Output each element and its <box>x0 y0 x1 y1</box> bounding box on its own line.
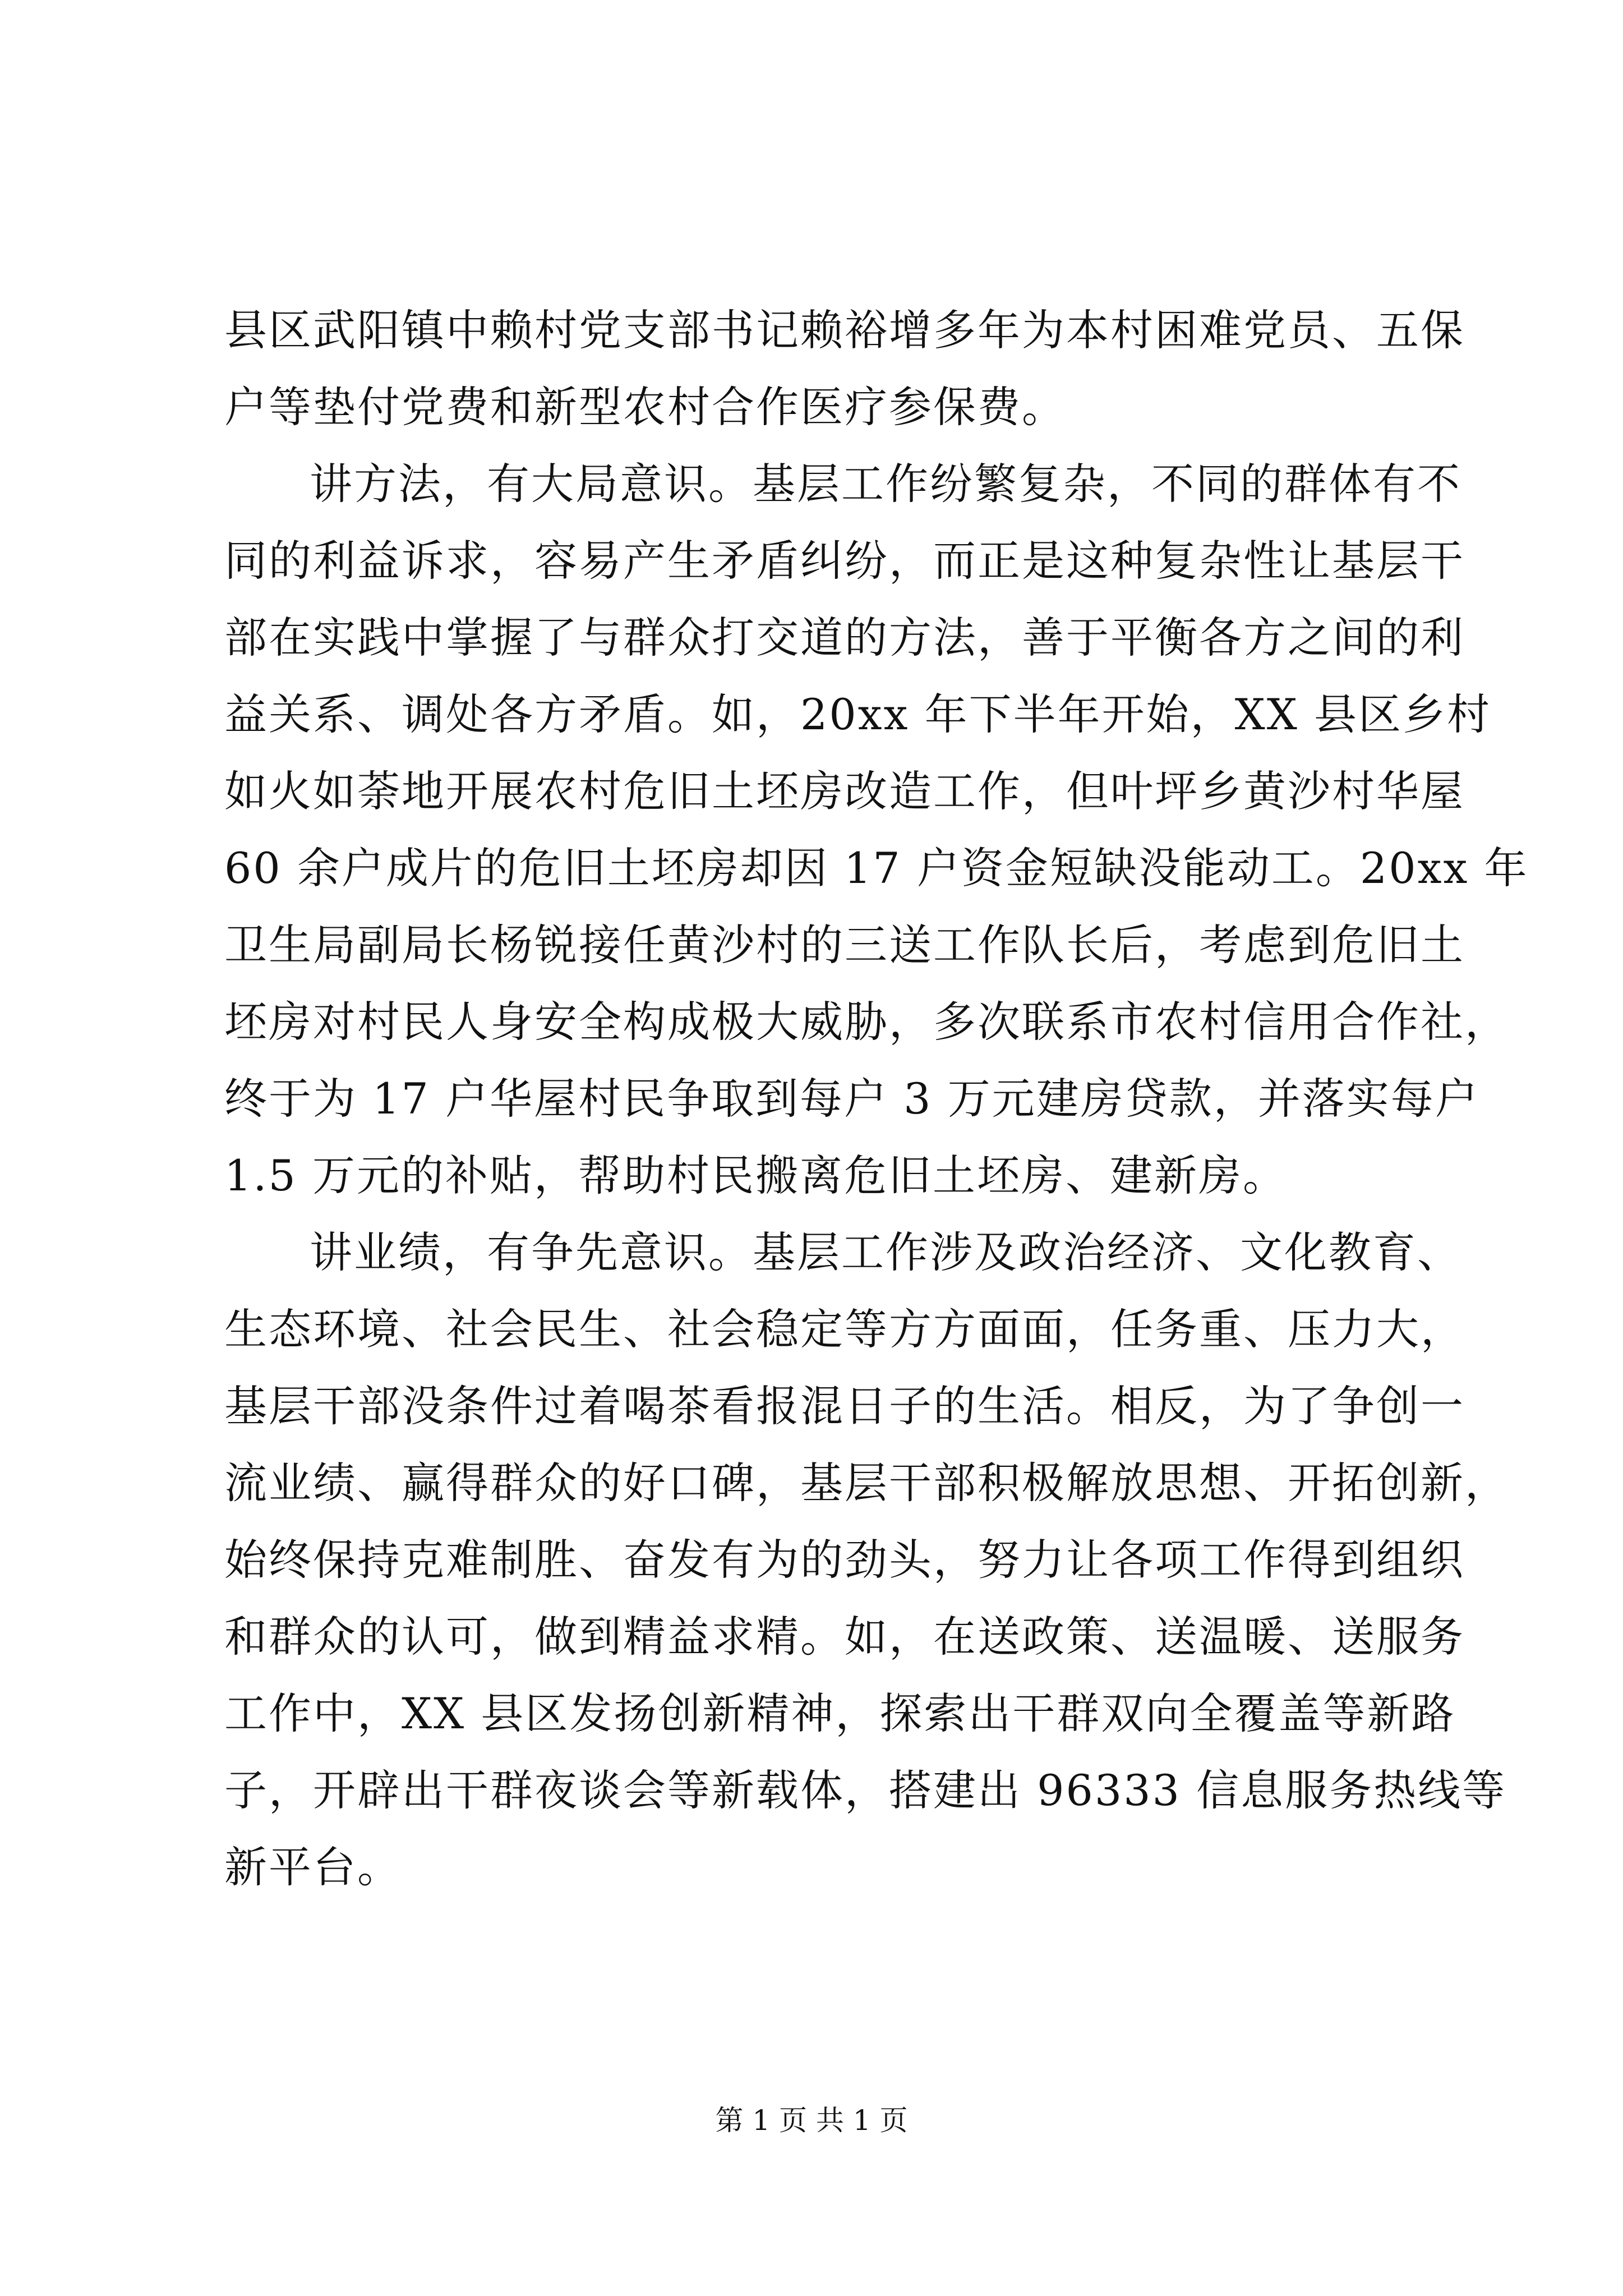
text-line: 坯房对村民人身安全构成极大威胁，多次联系市农村信用合作社， <box>224 997 1509 1047</box>
text-line: 讲方法，有大局意识。基层工作纷繁复杂，不同的群体有不 <box>310 459 1461 509</box>
text-line: 和群众的认可，做到精益求精。如，在送政策、送温暖、送服务 <box>224 1612 1465 1662</box>
text-line: 益关系、调处各方矛盾。如，20xx 年下半年开始，XX 县区乡村 <box>224 689 1491 739</box>
text-line: 县区武阳镇中赖村党支部书记赖裕增多年为本村困难党员、五保 <box>224 305 1465 355</box>
text-line: 户等垫付党费和新型农村合作医疗参保费。 <box>224 382 1066 432</box>
paragraph-performance <box>224 1214 1514 1906</box>
text-line: 子，开辟出干群夜谈会等新载体，搭建出 96333 信息服务热线等 <box>224 1765 1507 1815</box>
text-line: 新平台。 <box>224 1842 402 1892</box>
text-line: 同的利益诉求，容易产生矛盾纠纷，而正是这种复杂性让基层干 <box>224 536 1465 586</box>
text-line: 如火如荼地开展农村危旧土坯房改造工作，但叶坪乡黄沙村华屋 <box>224 766 1465 816</box>
page-footer <box>0 2101 1623 2140</box>
text-line: 始终保持克难制胜、奋发有为的劲头，努力让各项工作得到组织 <box>224 1535 1465 1585</box>
page-number: 第 1 页 共 1 页 <box>715 2104 908 2137</box>
document-body <box>224 292 1529 1906</box>
text-line: 基层干部没条件过着喝茶看报混日子的生活。相反，为了争创一 <box>224 1381 1465 1431</box>
text-line: 卫生局副局长杨锐接任黄沙村的三送工作队长后，考虑到危旧土 <box>224 920 1465 970</box>
text-line: 60 余户成片的危旧土坯房却因 17 户资金短缺没能动工。20xx 年 <box>224 843 1529 893</box>
text-line: 工作中，XX 县区发扬创新精神，探索出干群双向全覆盖等新路 <box>224 1688 1456 1738</box>
text-line: 生态环境、社会民生、社会稳定等方方面面，任务重、压力大， <box>224 1304 1465 1354</box>
paragraph-continuation <box>224 292 1514 445</box>
text-line: 流业绩、赢得群众的好口碑，基层干部积极解放思想、开拓创新， <box>224 1458 1509 1508</box>
text-line: 部在实践中掌握了与群众打交道的方法，善于平衡各方之间的利 <box>224 613 1465 662</box>
paragraph-methods <box>224 445 1529 1214</box>
text-line: 终于为 17 户华屋村民争取到每户 3 万元建房贷款，并落实每户 <box>224 1074 1479 1124</box>
text-line: 1.5 万元的补贴，帮助村民搬离危旧土坯房、建新房。 <box>224 1151 1288 1200</box>
text-line: 讲业绩，有争先意识。基层工作涉及政治经济、文化教育、 <box>310 1227 1461 1277</box>
